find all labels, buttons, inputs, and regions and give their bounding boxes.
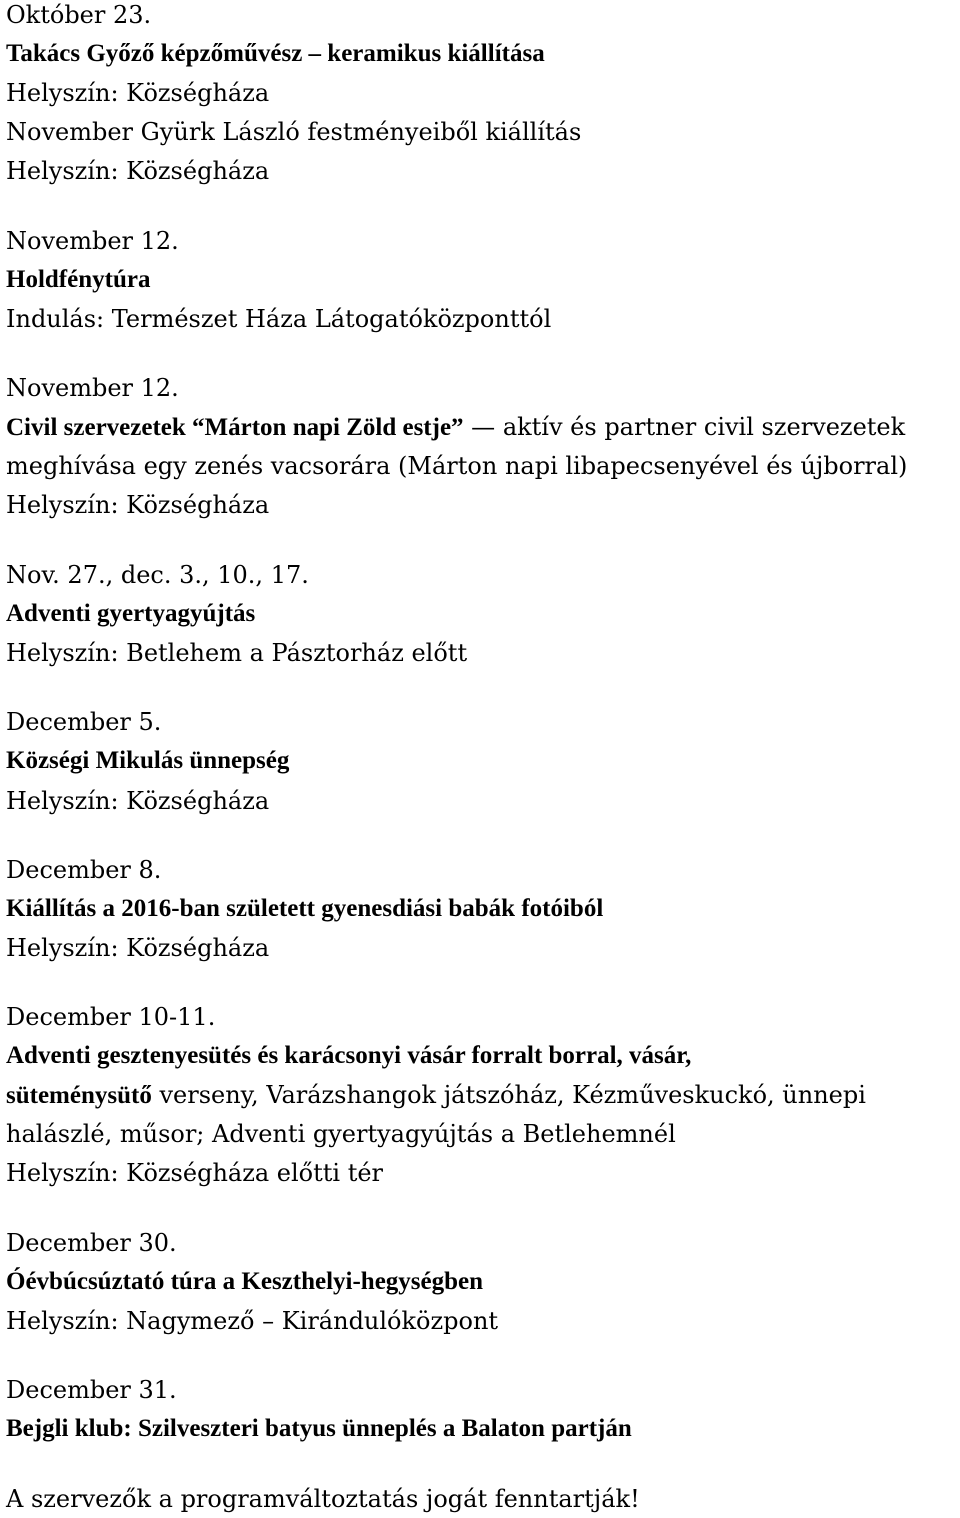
event-title: Adventi gyertyagyújtás [6,600,256,627]
event-location: Helyszín: Községháza [6,157,270,185]
event-title: Községi Mikulás ünnepség [6,747,290,774]
event-title-rest: verseny, Varázshangok játszóház, Kézműveskuckó, ünnepi [151,1081,866,1109]
event-date: November Gyürk László festményeiből kiállítás [6,118,582,146]
event-date: Október 23. [6,1,152,29]
event-title-bold: süteménysütő [6,1082,152,1109]
event-title: Holdfénytúra [6,266,151,293]
event-date: December 10-11. [6,1003,216,1031]
event-location: Helyszín: Községháza [6,491,270,519]
event-location: Helyszín: Községháza előtti tér [6,1159,384,1187]
event-location: Helyszín: Községháza [6,934,270,962]
event-date: Nov. 27., dec. 3., 10., 17. [6,561,309,589]
event-description [6,1080,866,1111]
event-date: December 31. [6,1376,177,1404]
event-title-rest: aktív és partner civil szervezetek [502,413,906,441]
event-title-bold: Civil szervezetek “Márton napi Zöld estje” [6,414,464,441]
event-date: November 12. [6,227,179,255]
event-title: Kiállítás a 2016-ban született gyenesdiási babák fotóiból [6,895,604,922]
event-description: halászlé, műsor; Adventi gyertyagyújtás a Betlehemnél [6,1120,676,1148]
event-title: Óévbúcsúztató túra a Keszthelyi-hegységben [6,1268,484,1295]
event-title: Bejgli klub: Szilveszteri batyus ünneplés a Balaton partján [6,1415,632,1442]
event-date: December 30. [6,1229,177,1257]
event-title: Takács Győző képzőművész – keramikus kiállítása [6,40,545,67]
event-title: Adventi gesztenyesütés és karácsonyi vásár forralt borral, vásár, [6,1042,692,1069]
event-description: meghívása egy zenés vacsorára (Márton napi libapecsenyével és újborral) [6,452,908,480]
event-date: November 12. [6,374,179,402]
event-title [6,412,905,443]
event-location: Helyszín: Betlehem a Pásztorház előtt [6,639,468,667]
event-location: Indulás: Természet Háza Látogatóközponttól [6,305,552,333]
event-location: Helyszín: Nagymező – Kirándulóközpont [6,1307,499,1335]
event-location: Helyszín: Községháza [6,79,270,107]
footer-note: A szervezők a programváltoztatás jogát fenntartják! [6,1485,640,1513]
event-date: December 8. [6,856,162,884]
event-title-dash: — [463,413,503,441]
event-date: December 5. [6,708,162,736]
event-location: Helyszín: Községháza [6,787,270,815]
